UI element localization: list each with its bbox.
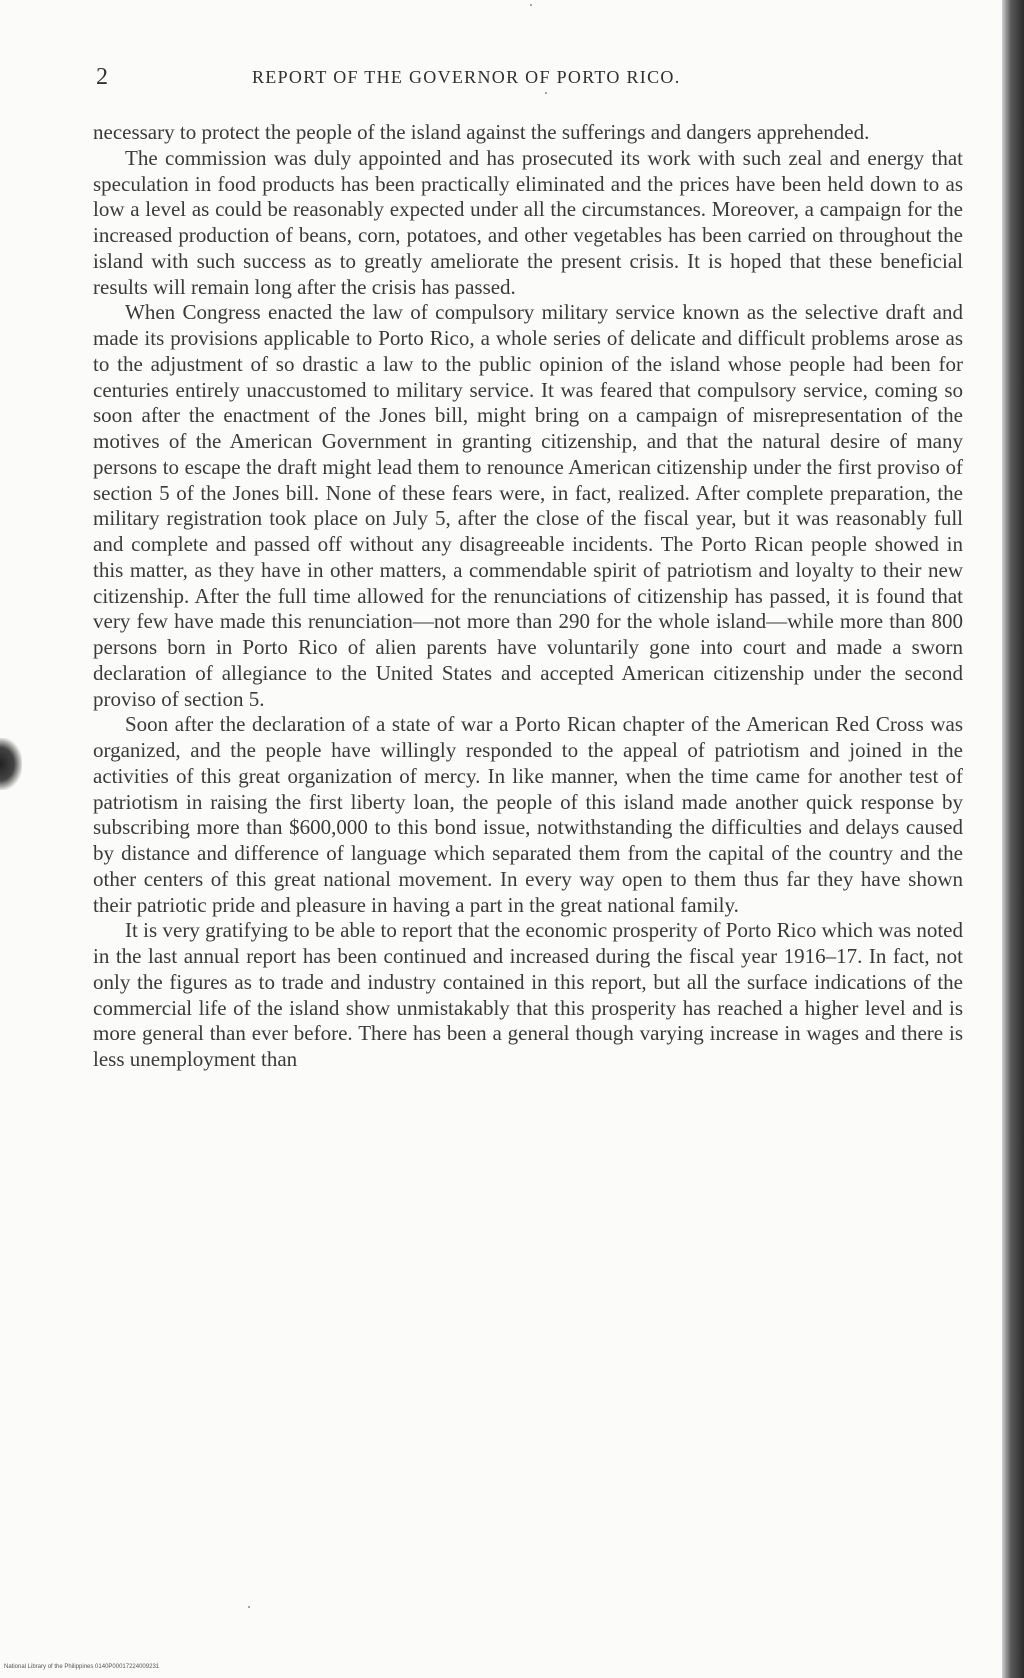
paragraph: necessary to protect the people of the island against the sufferings and dangers apprehended.: [93, 120, 870, 144]
paragraph: The commission was duly appointed and has prosecuted its work with such zeal and energy that speculation in food products has been practically eliminated and the prices have been held down to as low a level as could be reasonably expected under all the circumstances. Moreover, a campaign for the increased production of beans, corn, potatoes, and other vegetables has been carried on throughout the island with such success as to greatly ameliorate the present crisis. It is hoped that these beneficial results will remain long after the crisis has passed.: [93, 145, 963, 299]
body-text: [93, 120, 963, 1073]
scan-footer-note: National Library of the Philippines 0140P00017224009231: [4, 1664, 160, 1670]
scan-speck: [248, 1606, 250, 1608]
scan-binding-mark: [0, 738, 22, 790]
page-number: 2: [96, 64, 108, 90]
paragraph: Soon after the declaration of a state of war a Porto Rican chapter of the American Red Cross was organized, and the people have willingly responded to the appeal of patriotism and joined in the activities of this great organization of mercy. In like manner, when the time came for another test of patriotism in raising the first liberty loan, the people of this island made another quick response by subscribing more than $600,000 to this bond issue, notwithstanding the difficulties and delays caused by distance and difference of language which separated them from the capital of the country and the other centers of this great national movement. In every way open to them thus far they have shown their patriotic pride and pleasure in having a part in the great national family.: [93, 712, 963, 917]
scan-page-edge: [1002, 0, 1024, 1678]
scan-speck: [530, 4, 532, 6]
paragraph: It is very gratifying to be able to report that the economic prosperity of Porto Rico which was noted in the last annual report has been continued and increased during the fiscal year 1916–17. In fact, not only the figures as to trade and industry contained in this report, but all the surface indications of the commercial life of the island show unmistakably that this prosperity has reached a higher level and is more general than ever before. There has been a general though varying increase in wages and there is less unemployment than: [93, 918, 963, 1071]
running-head: REPORT OF THE GOVERNOR OF PORTO RICO.: [252, 67, 681, 87]
page-header: [92, 64, 962, 94]
paragraph: When Congress enacted the law of compulsory military service known as the selective draft and made its provisions applicable to Porto Rico, a whole series of delicate and difficult problems arose as to the adjustment of so drastic a law to the public opinion of the island whose people had been for centuries entirely unaccustomed to military service. It was feared that compulsory service, coming so soon after the enactment of the Jones bill, might bring on a campaign of misrepresentation of the motives of the American Government in granting citizenship, and that the natural desire of many persons to escape the draft might lead them to renounce American citizenship under the first proviso of section 5 of the Jones bill. None of these fears were, in fact, realized. After complete preparation, the military registration took place on July 5, after the close of the fiscal year, but it was reasonably full and complete and passed off without any disagreeable incidents. The Porto Rican people showed in this matter, as they have in other matters, a commendable spirit of patriotism and loyalty to their new citizenship. After the full time allowed for the renunciations of citizenship has passed, it is found that very few have made this renunciation—not more than 290 for the whole island—while more than 800 persons born in Porto Rico of alien parents have voluntarily gone into court and made a sworn declaration of allegiance to the United States and accepted American citizenship under the second proviso of section 5.: [93, 300, 963, 711]
